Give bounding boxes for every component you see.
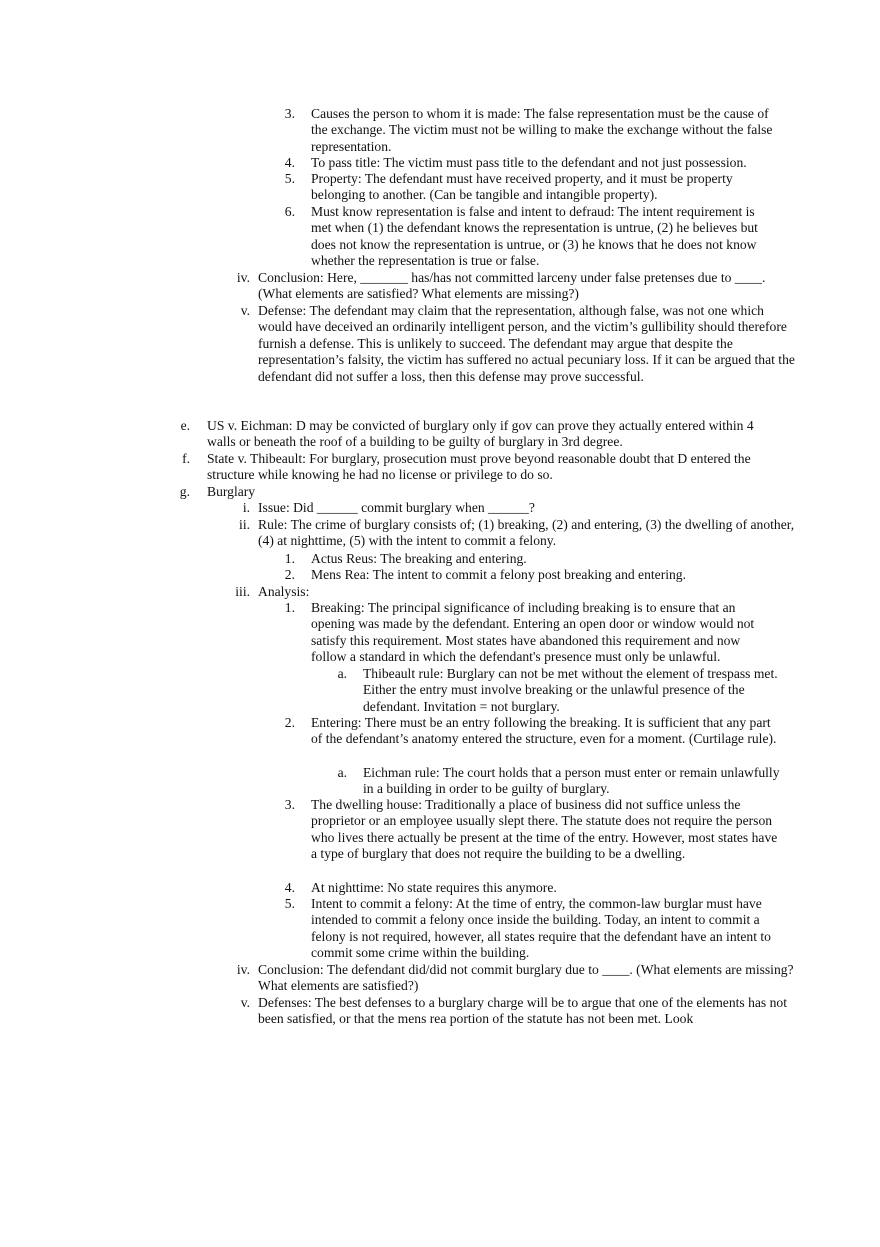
list-marker: 5. [284,896,295,911]
list-marker: 4. [284,880,295,895]
list-marker: 1. [284,551,295,566]
list-item-text: Intent to commit a felony: At the time of entry, the common-law burglar must have intended to commit a felony once inside the building. Today, an intent to commit a felony is not required, however, all states require that the defendant have an intent to commit some crime within the building. [311,896,771,961]
list-item-text: Entering: There must be an entry following the breaking. It is sufficient that any part of the defendant’s anatomy entered the structure, even for a moment. (Curtilage rule). [311,715,777,747]
list-marker: g. [179,484,190,499]
list-marker: e. [180,418,190,433]
list-marker: 5. [284,171,295,186]
list-marker: f. [182,451,190,466]
list-marker: 4. [284,155,295,170]
list-marker: 3. [284,797,295,812]
list-item-text: Property: The defendant must have received property, and it must be property belonging to another. (Can be tangible and intangible property). [311,171,733,203]
list-item-text: At nighttime: No state requires this anymore. [311,880,557,895]
list-item-text: To pass title: The victim must pass title to the defendant and not just possession. [311,155,747,170]
list-item-text: State v. Thibeault: For burglary, prosecution must prove beyond reasonable doubt that D entered the structure while knowing he had no license or privilege to do so. [207,451,751,483]
list-item-text: Analysis: [258,584,310,599]
list-item-text: Causes the person to whom it is made: The false representation must be the cause of the exchange. The victim must not be willing to make the exchange without the false representation. [311,106,773,154]
list-marker: iv. [236,962,250,977]
list-item-text: Thibeault rule: Burglary can not be met without the element of trespass met. Either the entry must involve breaking or the unlawful presence of the defendant. Invitation = not burglary. [363,666,778,714]
list-marker: a. [337,765,347,780]
list-marker: a. [337,666,347,681]
list-marker: 6. [284,204,295,219]
list-marker: v. [240,303,250,318]
list-item-text: Actus Reus: The breaking and entering. [311,551,527,566]
list-marker: 2. [284,715,295,730]
list-item-text: The dwelling house: Traditionally a place of business did not suffice unless the proprietor or an employee usually slept there. The statute does not require the person who lives there actually be present at the time of the entry. However, most states have a type of burglary that does not require the building to be a dwelling. [311,797,778,862]
list-marker: ii. [239,517,250,532]
list-marker: 1. [284,600,295,615]
list-marker: i. [242,500,250,515]
list-item-text: Defense: The defendant may claim that the representation, although false, was not one which would have deceived an ordinarily intelligent person, and the victim’s gullibility should therefore furnish a defense. This is unlikely to succeed. The defendant may argue that despite the representation’s falsity, the victim has suffered no actual pecuniary loss. If it can be argued that the defendant did not suffer a loss, then this defense may prove successful. [258,303,795,384]
list-item-text: Conclusion: Here, _______ has/has not committed larceny under false pretenses due to ____. (What elements are satisfied? What elements are missing?) [258,270,766,302]
list-item-text: Defenses: The best defenses to a burglary charge will be to argue that one of the elements has not been satisfied, or that the mens rea portion of the statute has not been met. Look [258,995,787,1027]
list-item-text: Issue: Did ______ commit burglary when ______? [258,500,535,515]
list-marker: 3. [284,106,295,121]
list-item-text: Eichman rule: The court holds that a person must enter or remain unlawfully in a building in order to be guilty of burglary. [363,765,780,797]
list-item-text: Mens Rea: The intent to commit a felony post breaking and entering. [311,567,686,582]
list-item-text: Rule: The crime of burglary consists of; (1) breaking, (2) and entering, (3) the dwelling of another, (4) at nighttime, (5) with the intent to commit a felony. [258,517,795,549]
list-marker: v. [240,995,250,1010]
list-item-text: Must know representation is false and intent to defraud: The intent requirement is met when (1) the defendant knows the representation is untrue, (2) he believes but does not know the representation is untrue, or (3) he knows that he does not know whether the representation is true or false. [311,204,758,269]
list-marker: 2. [284,567,295,582]
list-item-text: US v. Eichman: D may be convicted of burglary only if gov can prove they actually entered within 4 walls or beneath the roof of a building to be guilty of burglary in 3rd degree. [207,418,754,450]
list-marker: iii. [235,584,250,599]
list-item-text: Breaking: The principal significance of including breaking is to ensure that an opening was made by the defendant. Entering an open door or window would not satisfy this requirement. Most states have abandoned this requirement and now follow a standard in which the defendant's presence must only be unlawful. [311,600,755,665]
list-marker: iv. [236,270,250,285]
list-item-text: Burglary [207,484,256,499]
list-item-text: Conclusion: The defendant did/did not commit burglary due to ____. (What elements are missing? What elements are satisfied?) [258,962,794,994]
